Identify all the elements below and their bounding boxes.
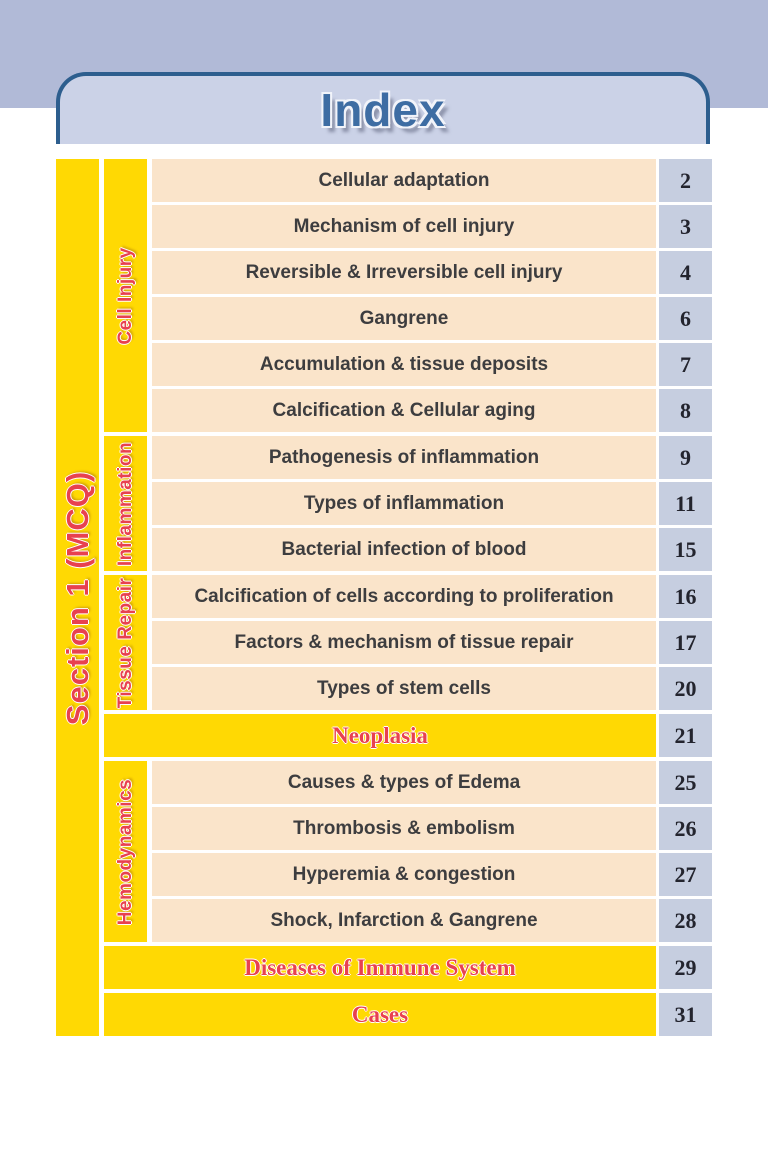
topic-cell — [152, 251, 656, 294]
table-row — [152, 899, 712, 942]
topic-rows — [152, 436, 712, 571]
topic-cell — [152, 159, 656, 202]
page-number-cell — [659, 714, 712, 757]
table-row — [152, 807, 712, 850]
topic-cell — [152, 297, 656, 340]
page-number: 27 — [674, 861, 697, 887]
topic-cell — [152, 899, 656, 942]
page-number-cell — [659, 621, 712, 664]
topic-label: Cellular adaptation — [318, 169, 490, 191]
topic-cell — [152, 389, 656, 432]
page-number-cell — [659, 946, 712, 989]
page-number: 7 — [680, 351, 691, 377]
table-row — [152, 853, 712, 896]
topic-cell — [152, 621, 656, 664]
table-row — [152, 251, 712, 294]
table-row — [152, 761, 712, 804]
table-row — [152, 667, 712, 710]
page-number-cell — [659, 761, 712, 804]
section-label: Section 1 (MCQ) — [59, 470, 95, 725]
category-cell — [104, 761, 147, 942]
topic-label: Calcification of cells according to proliferation — [194, 585, 614, 607]
table-row — [152, 621, 712, 664]
section-column — [56, 159, 99, 1036]
page-title: Index — [320, 84, 446, 136]
topic-cell — [152, 575, 656, 618]
page-number-cell — [659, 993, 712, 1036]
topic-label: Thrombosis & embolism — [293, 817, 515, 839]
topic-cell — [152, 853, 656, 896]
topic-cell — [152, 667, 656, 710]
banner-label: Cases — [351, 1001, 409, 1027]
table-row — [152, 343, 712, 386]
table-row — [152, 159, 712, 202]
page-number-cell — [659, 389, 712, 432]
page-number: 21 — [674, 722, 697, 748]
category-label: Tissue Repair — [114, 577, 136, 708]
page-number: 11 — [675, 490, 696, 516]
topic-rows — [152, 159, 712, 432]
table-row — [152, 297, 712, 340]
page-number-cell — [659, 807, 712, 850]
topic-cell — [152, 343, 656, 386]
table-row — [152, 482, 712, 525]
category-cell — [104, 575, 147, 710]
topic-label: Mechanism of cell injury — [293, 215, 515, 237]
topic-label: Calcification & Cellular aging — [272, 399, 536, 421]
category-label: Hemodynamics — [114, 778, 136, 925]
page-number: 6 — [680, 305, 691, 331]
topic-rows — [152, 575, 712, 710]
topic-label: Bacterial infection of blood — [281, 538, 527, 560]
banner-cell — [104, 946, 656, 989]
toc-group — [104, 575, 712, 710]
page-number-cell — [659, 575, 712, 618]
topic-label: Accumulation & tissue deposits — [259, 353, 549, 375]
topic-label: Types of stem cells — [317, 677, 491, 699]
index-title-box — [56, 72, 710, 144]
topic-cell — [152, 205, 656, 248]
page-number: 4 — [680, 259, 691, 285]
page-number: 31 — [674, 1001, 697, 1027]
topic-label: Causes & types of Edema — [287, 771, 521, 793]
topic-cell — [152, 528, 656, 571]
banner-row — [104, 946, 712, 989]
topic-label: Types of inflammation — [303, 492, 505, 514]
banner-row — [104, 993, 712, 1036]
banner-label: Neoplasia — [332, 722, 428, 748]
page-number: 28 — [674, 907, 697, 933]
page-number-cell — [659, 528, 712, 571]
topic-label: Gangrene — [359, 307, 449, 329]
index-table — [56, 159, 712, 1036]
page-number: 29 — [674, 954, 697, 980]
toc-group — [104, 761, 712, 942]
page-number-cell — [659, 297, 712, 340]
banner-label: Diseases of Immune System — [244, 954, 516, 980]
page-number-cell — [659, 899, 712, 942]
page-number: 26 — [674, 815, 697, 841]
topic-cell — [152, 761, 656, 804]
table-row — [152, 528, 712, 571]
table-row — [152, 205, 712, 248]
category-cell — [104, 159, 147, 432]
page-number: 3 — [680, 213, 691, 239]
topic-label: Hyperemia & congestion — [292, 863, 516, 885]
page-number: 16 — [674, 583, 697, 609]
toc-groups — [104, 159, 712, 1036]
page-number: 2 — [680, 167, 691, 193]
page-number-cell — [659, 251, 712, 294]
page-number-cell — [659, 436, 712, 479]
toc-group — [104, 436, 712, 571]
page-number-cell — [659, 482, 712, 525]
topic-label: Pathogenesis of inflammation — [268, 446, 540, 468]
banner-cell — [104, 714, 656, 757]
page-number-cell — [659, 343, 712, 386]
topic-label: Reversible & Irreversible cell injury — [245, 261, 563, 283]
category-cell — [104, 436, 147, 571]
toc-group — [104, 159, 712, 432]
topic-rows — [152, 761, 712, 942]
page-number-cell — [659, 667, 712, 710]
topic-cell — [152, 482, 656, 525]
page-number: 15 — [674, 536, 697, 562]
page-number: 9 — [680, 444, 691, 470]
category-label: Cell Injury — [114, 246, 136, 345]
topic-label: Shock, Infarction & Gangrene — [270, 909, 538, 931]
banner-cell — [104, 993, 656, 1036]
table-row — [152, 575, 712, 618]
table-row — [152, 389, 712, 432]
topic-cell — [152, 436, 656, 479]
topic-label: Factors & mechanism of tissue repair — [234, 631, 574, 653]
page-number-cell — [659, 853, 712, 896]
topic-cell — [152, 807, 656, 850]
category-label: Inflammation — [114, 441, 136, 566]
table-row — [152, 436, 712, 479]
page-number-cell — [659, 159, 712, 202]
banner-row — [104, 714, 712, 757]
page-number: 25 — [674, 769, 697, 795]
page-number: 8 — [680, 397, 691, 423]
page-number: 20 — [674, 675, 697, 701]
page-number-cell — [659, 205, 712, 248]
page-number: 17 — [674, 629, 697, 655]
